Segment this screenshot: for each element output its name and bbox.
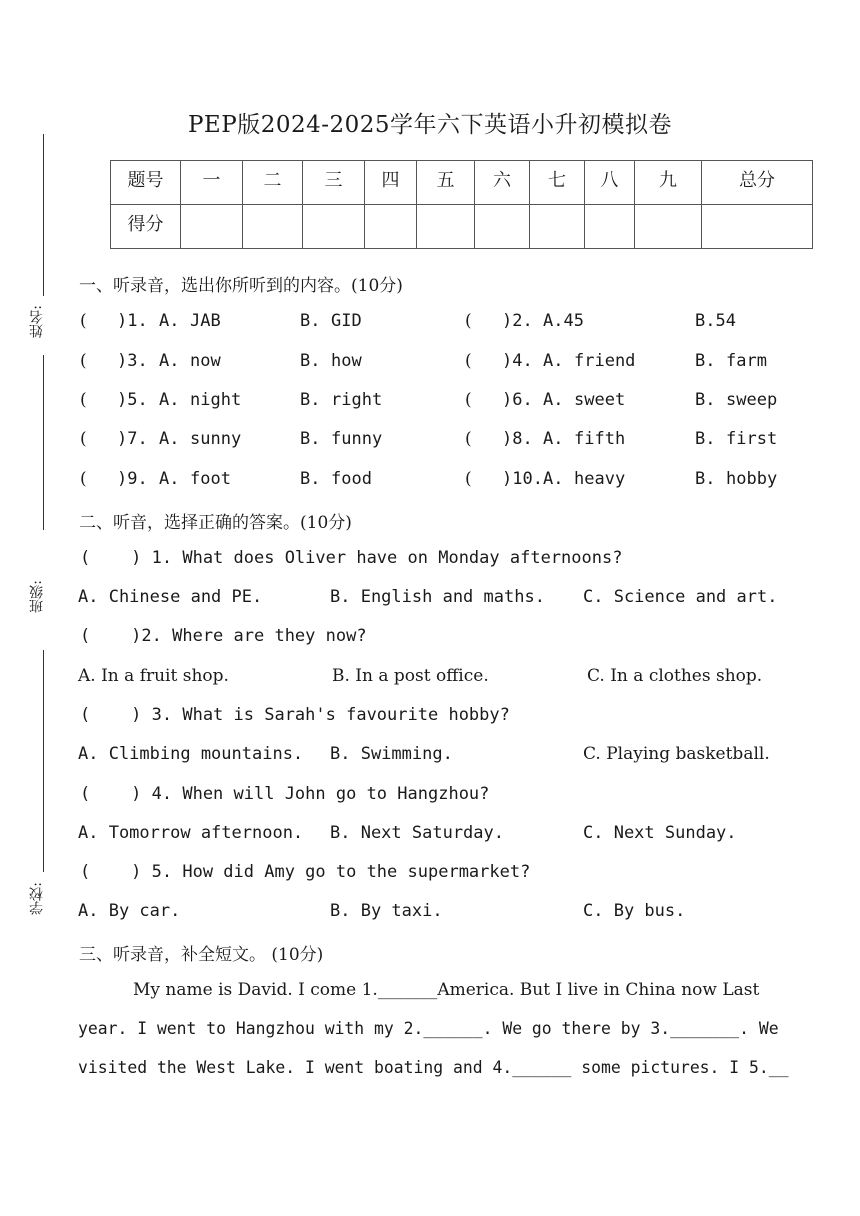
score-cell[interactable] — [475, 205, 530, 249]
option-a-letter: A. — [543, 351, 564, 371]
option-a: A. Chinese and PE. — [78, 587, 263, 607]
score-table-header-row — [111, 161, 813, 205]
answer-bracket[interactable]: ( — [80, 469, 87, 489]
option-b-text: hobby — [726, 469, 778, 489]
score-cell[interactable] — [585, 205, 635, 249]
question-text: ( ) 3. What is Sarah's favourite hobby? — [80, 705, 510, 725]
answer-bracket[interactable]: ( — [465, 390, 472, 410]
score-cell[interactable] — [303, 205, 365, 249]
option-a: A. Tomorrow afternoon. — [78, 823, 304, 843]
option-b-text: sweep — [726, 390, 778, 410]
option-b: B. By taxi. — [330, 901, 443, 921]
option-b-letter: B. — [300, 390, 321, 410]
name-label: 姓名: — [29, 305, 45, 338]
answer-bracket[interactable]: ( — [80, 429, 87, 449]
item-number: )4. — [502, 351, 533, 371]
question-text: ( ) 5. How did Amy go to the supermarket? — [80, 862, 531, 882]
option-b-letter: B. — [695, 351, 716, 371]
score-row-label: 得分 — [111, 205, 181, 249]
option-a-letter: A. — [543, 469, 564, 489]
header-cell: 九 — [635, 161, 702, 205]
option-b: B. Next Saturday. — [330, 823, 504, 843]
answer-bracket[interactable]: ( — [80, 351, 87, 371]
header-cell: 三 — [303, 161, 365, 205]
section3-heading: 三、听录音，补全短文。 (10分) — [79, 945, 324, 965]
option-b-letter: B. — [300, 311, 321, 331]
item-number: )8. — [502, 429, 533, 449]
option-c: C. Science and art. — [583, 587, 778, 607]
binding-line-low — [43, 650, 44, 872]
option-a-letter: A. — [159, 469, 180, 489]
score-cell[interactable] — [530, 205, 585, 249]
option-a-letter: A. — [159, 390, 180, 410]
passage-line: visited the West Lake. I went boating and 4.______ some pictures. I 5.__ — [78, 1058, 789, 1077]
option-a-letter: A. — [159, 351, 180, 371]
header-cell: 二 — [243, 161, 303, 205]
option-c: C. In a clothes shop. — [587, 666, 763, 686]
option-b-text: GID — [331, 311, 362, 331]
option-a-text: now — [190, 351, 221, 371]
question-text: ( ) 4. When will John go to Hangzhou? — [80, 784, 490, 804]
option-b-text: food — [331, 469, 372, 489]
header-cell: 八 — [585, 161, 635, 205]
score-cell[interactable] — [635, 205, 702, 249]
item-number: )2. — [502, 311, 533, 331]
score-cell[interactable] — [181, 205, 243, 249]
passage-line: year. I went to Hangzhou with my 2.______. We go there by 3._______. We — [78, 1019, 779, 1038]
binding-line-mid — [43, 355, 44, 530]
item-number: )7. — [117, 429, 148, 449]
section2-heading: 二、听音，选择正确的答案。(10分) — [79, 513, 352, 533]
option-a-text: fifth — [574, 429, 626, 449]
option-b-letter: B. — [300, 469, 321, 489]
option-a-text: foot — [190, 469, 231, 489]
header-cell: 一 — [181, 161, 243, 205]
option-b-letter: B.54 — [695, 311, 736, 331]
option-a-letter: A. — [543, 390, 564, 410]
option-a-text: friend — [574, 351, 636, 371]
binding-line-top — [43, 134, 44, 296]
option-a-text: night — [190, 390, 242, 410]
score-table-score-row — [111, 205, 813, 249]
option-b: B. Swimming. — [330, 744, 453, 764]
option-a-letter: A. — [543, 429, 564, 449]
score-cell[interactable] — [365, 205, 417, 249]
item-number: )5. — [117, 390, 148, 410]
option-a-text: JAB — [190, 311, 221, 331]
page-title: PEP版2024-2025学年六下英语小升初模拟卷 — [187, 112, 673, 138]
header-cell: 题号 — [111, 161, 181, 205]
option-a: A. By car. — [78, 901, 181, 921]
score-cell[interactable] — [702, 205, 813, 249]
header-cell: 六 — [475, 161, 530, 205]
question-text: ( ) 1. What does Oliver have on Monday afternoons? — [80, 548, 623, 568]
item-number: )6. — [502, 390, 533, 410]
item-number: )10. — [502, 469, 543, 489]
option-b: B. In a post office. — [332, 666, 489, 686]
option-b-text: first — [726, 429, 778, 449]
score-table — [110, 160, 813, 249]
passage-line: My name is David. I come 1._______America. But I live in China now Last — [133, 980, 760, 1000]
option-b-letter: B. — [300, 429, 321, 449]
option-a-text: sweet — [574, 390, 626, 410]
option-b-letter: B. — [695, 469, 716, 489]
header-cell: 总分 — [702, 161, 813, 205]
option-b-letter: B. — [695, 429, 716, 449]
option-b-text: how — [331, 351, 362, 371]
option-b-letter: B. — [300, 351, 321, 371]
option-c: C. Playing basketball. — [583, 744, 770, 764]
answer-bracket[interactable]: ( — [465, 469, 472, 489]
option-a-letter: A.45 — [543, 311, 584, 331]
option-a-text: heavy — [574, 469, 626, 489]
option-b: B. English and maths. — [330, 587, 545, 607]
answer-bracket[interactable]: ( — [465, 351, 472, 371]
answer-bracket[interactable]: ( — [80, 390, 87, 410]
option-a-text: sunny — [190, 429, 242, 449]
answer-bracket[interactable]: ( — [80, 311, 87, 331]
school-label: 学校: — [29, 882, 45, 915]
option-b-letter: B. — [695, 390, 716, 410]
answer-bracket[interactable]: ( — [465, 429, 472, 449]
score-cell[interactable] — [243, 205, 303, 249]
score-cell[interactable] — [417, 205, 475, 249]
option-a: A. Climbing mountains. — [78, 744, 304, 764]
option-b-text: funny — [331, 429, 383, 449]
header-cell: 五 — [417, 161, 475, 205]
question-text: ( )2. Where are they now? — [80, 626, 367, 646]
section1-heading: 一、听录音，选出你所听到的内容。(10分) — [79, 276, 403, 296]
item-number: )1. — [117, 311, 148, 331]
option-a-letter: A. — [159, 429, 180, 449]
option-b-text: right — [331, 390, 383, 410]
option-c: C. Next Sunday. — [583, 823, 737, 843]
option-b-text: farm — [726, 351, 767, 371]
option-a-letter: A. — [159, 311, 180, 331]
header-cell: 四 — [365, 161, 417, 205]
item-number: )3. — [117, 351, 148, 371]
class-label: 班级: — [29, 580, 45, 613]
option-a: A. In a fruit shop. — [78, 666, 229, 686]
option-c: C. By bus. — [583, 901, 686, 921]
header-cell: 七 — [530, 161, 585, 205]
item-number: )9. — [117, 469, 148, 489]
answer-bracket[interactable]: ( — [465, 311, 472, 331]
